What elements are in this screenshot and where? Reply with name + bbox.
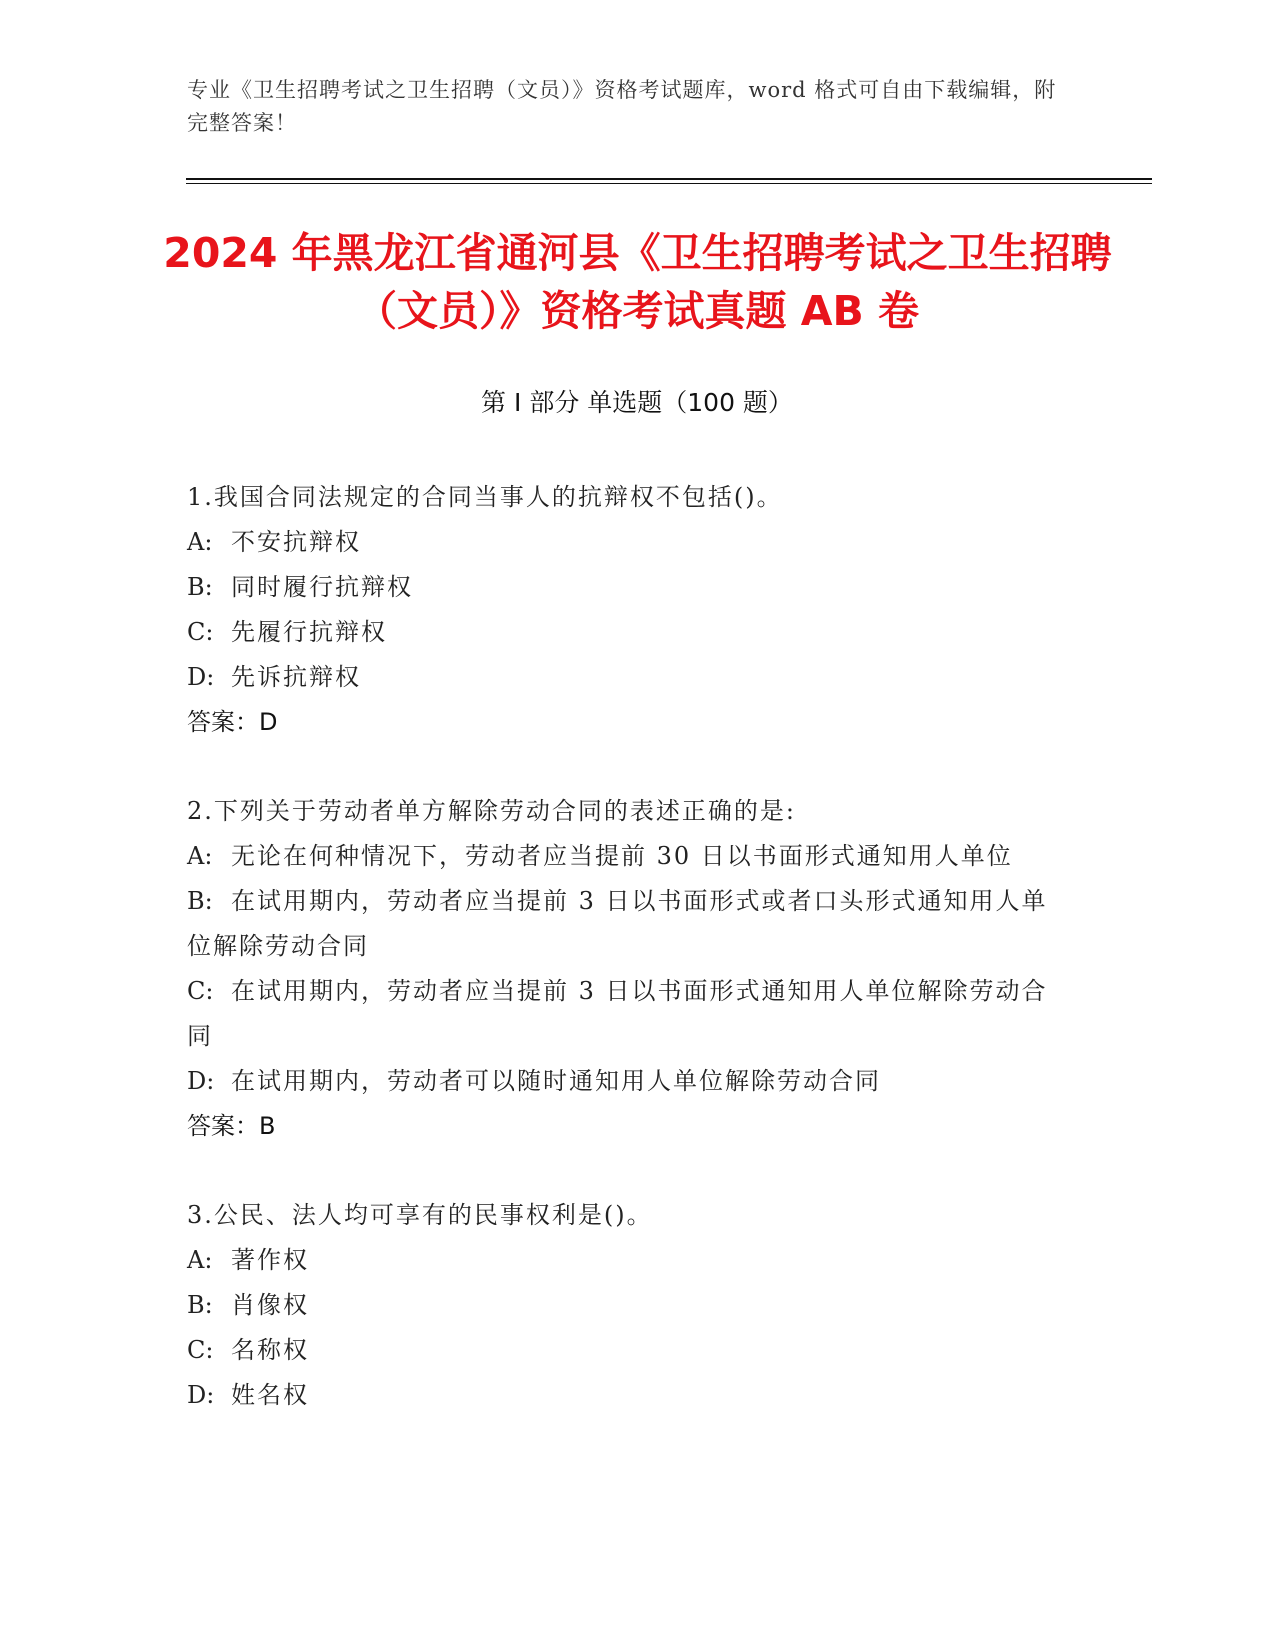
option-text: 名称权 (231, 1336, 309, 1364)
answer: 答案：B (187, 1112, 276, 1140)
option-key: D: (187, 663, 215, 691)
option-b (187, 879, 1067, 969)
option-key: C: (187, 977, 214, 1005)
option-key: B: (187, 1291, 213, 1319)
option-d (187, 655, 1067, 700)
option-key: A: (187, 842, 213, 870)
option-b (187, 565, 1067, 610)
option-key: D: (187, 1381, 215, 1409)
option-key: D: (187, 1067, 215, 1095)
header-note: 专业《卫生招聘考试之卫生招聘（文员）》资格考试题库，word 格式可自由下载编辑，附完整答案！ (187, 78, 1057, 135)
question-2 (187, 789, 1067, 1149)
document-title: 2024 年黑龙江省通河县《卫生招聘考试之卫生招聘（文员）》资格考试真题 AB 卷 (163, 229, 1112, 335)
option-d (187, 1059, 1067, 1104)
option-key: C: (187, 1336, 214, 1364)
option-text: 姓名权 (231, 1381, 309, 1409)
option-key: B: (187, 573, 213, 601)
option-c (187, 969, 1067, 1059)
option-a (187, 834, 1067, 879)
question-text: 3.公民、法人均可享有的民事权利是()。 (187, 1201, 653, 1229)
question-text: 1.我国合同法规定的合同当事人的抗辩权不包括()。 (187, 483, 783, 511)
option-d (187, 1373, 1067, 1418)
question-list (187, 475, 1067, 1462)
header-rule-thick (186, 178, 1152, 180)
option-c (187, 610, 1067, 655)
option-key: C: (187, 618, 214, 646)
option-text: 先履行抗辩权 (231, 618, 387, 646)
option-text: 先诉抗辩权 (231, 663, 361, 691)
option-text: 无论在何种情况下，劳动者应当提前 30 日以书面形式通知用人单位 (231, 842, 1013, 870)
question-3 (187, 1193, 1067, 1418)
option-a (187, 1238, 1067, 1283)
option-key: B: (187, 887, 213, 915)
option-key: A: (187, 528, 213, 556)
option-text: 肖像权 (231, 1291, 309, 1319)
section-title: 第 I 部分 单选题（100 题） (481, 388, 793, 417)
option-text: 在试用期内，劳动者应当提前 3 日以书面形式或者口头形式通知用人单位解除劳动合同 (187, 887, 1048, 960)
option-text: 著作权 (231, 1246, 309, 1274)
option-text: 不安抗辩权 (231, 528, 361, 556)
header-rule-thin (186, 183, 1152, 184)
option-text: 在试用期内，劳动者可以随时通知用人单位解除劳动合同 (231, 1067, 881, 1095)
question-text: 2.下列关于劳动者单方解除劳动合同的表述正确的是: (187, 797, 796, 825)
option-text: 在试用期内，劳动者应当提前 3 日以书面形式通知用人单位解除劳动合同 (187, 977, 1048, 1050)
option-a (187, 520, 1067, 565)
option-c (187, 1328, 1067, 1373)
option-b (187, 1283, 1067, 1328)
option-text: 同时履行抗辩权 (231, 573, 413, 601)
question-1 (187, 475, 1067, 745)
option-key: A: (187, 1246, 213, 1274)
answer: 答案：D (187, 708, 278, 736)
